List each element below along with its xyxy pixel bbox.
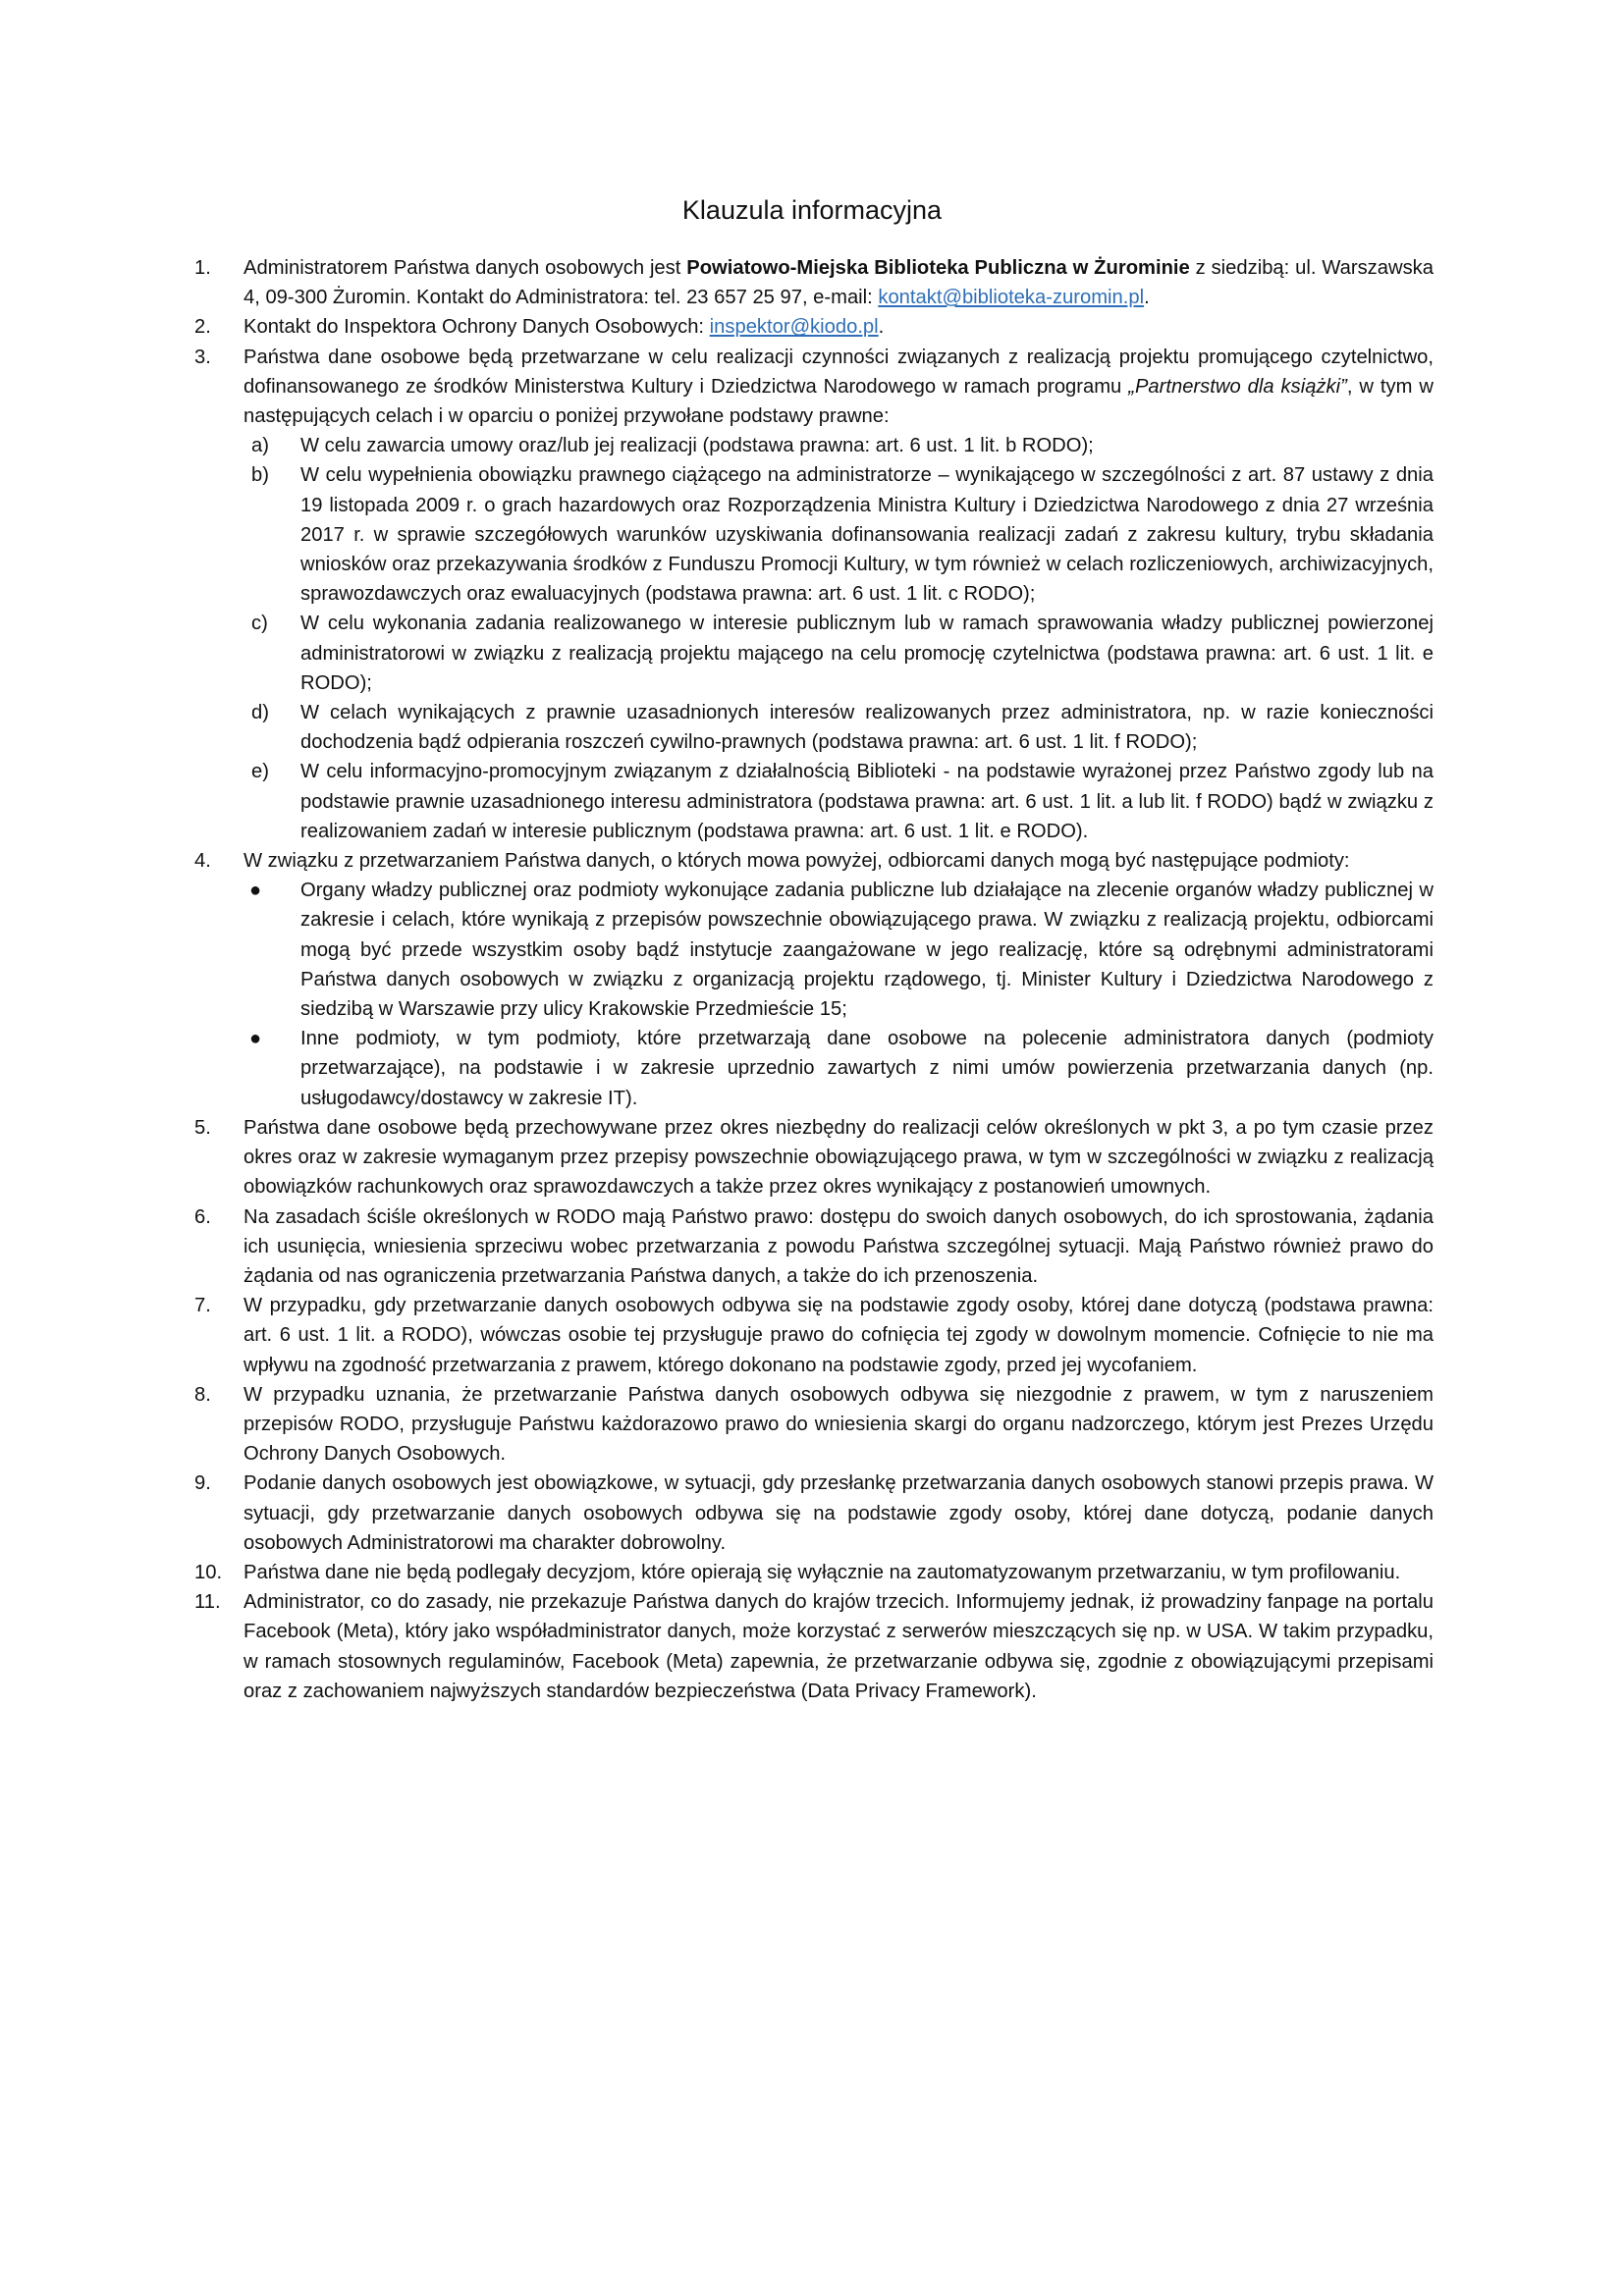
clause-item-9: 9. Podanie danych osobowych jest obowiązkowe, w sytuacji, gdy przesłankę przetwarzania danych osobowych stanowi przepis prawa. W sytuacji, gdy przetwarzanie danych osobowych odbywa się na podstawie zgody osoby, której dane dotyczą, podanie danych osobowych Administratorowi ma charakter dobrowolny.: [194, 1468, 1434, 1558]
document-title: Klauzula informacyjna: [681, 195, 943, 225]
clause-number: 9.: [194, 1472, 211, 1495]
clause-item-5: 5. Państwa dane osobowe będą przechowywane przez okres niezbędny do realizacji celów określonych w pkt 3, a po tym czasie przez okres oraz w zakresie wymaganym przez przepisy powszechnie obowiązującego prawa, w tym w szczególności w związku z realizacją obowiązków rachunkowych oraz sprawozdawczych a także przez okres wynikający z postanowień umownych.: [194, 1113, 1434, 1202]
clause-number: 11.: [194, 1591, 221, 1614]
bullet-item: ● Inne podmioty, w tym podmioty, które przetwarzają dane osobowe na polecenie administratora danych (podmioty przetwarzające), na podstawie i w zakresie uprzednio zawartych z nimi umów powierzenia przetwarzania danych (np. usługodawcy/dostawcy w zakresie IT).: [244, 1024, 1434, 1113]
clause-number: 4.: [194, 850, 211, 873]
clause-number: 1.: [194, 257, 211, 279]
subitem-d: d) W celach wynikających z prawnie uzasadnionych interesów realizowanych przez administratora, np. w razie konieczności dochodzenia bądź odpierania roszczeń cywilno-prawnych (podstawa prawna: art. 6 ust. 1 lit. f RODO);: [244, 698, 1434, 757]
subitem-e: e) W celu informacyjno-promocyjnym związanym z działalnością Biblioteki - na podstawie wyrażonej przez Państwo zgody lub na podstawie prawnie uzasadnionego interesu administratora (podstawa prawna: art. 6 ust. 1 lit. a lub lit. f RODO) bądź w związku z realizowaniem zadań w interesie publicznym (podstawa prawna: art. 6 ust. 1 lit. e RODO).: [244, 757, 1434, 846]
clause-number: 8.: [194, 1383, 211, 1406]
clause-item-6: 6. Na zasadach ściśle określonych w RODO mają Państwo prawo: dostępu do swoich danych osobowych, do ich sprostowania, żądania ich usunięcia, wniesienia sprzeciwu wobec przetwarzania z powodu Państwa szczególnej sytuacji. Mają Państwo również prawo do żądania od nas ograniczenia przetwarzania Państwa danych, a także do ich przenoszenia.: [194, 1202, 1434, 1292]
clause-number: 2.: [194, 316, 211, 339]
clause-text: W związku z przetwarzaniem Państwa danych, o których mowa powyżej, odbiorcami danych mogą być następujące podmioty:: [244, 850, 1350, 873]
subitem-a: a) W celu zawarcia umowy oraz/lub jej realizacji (podstawa prawna: art. 6 ust. 1 lit. b RODO);: [244, 431, 1434, 460]
subitem-c: c) W celu wykonania zadania realizowanego w interesie publicznym lub w ramach sprawowania władzy publicznej powierzonej administratorowi w związku z realizacją projektu mającego na celu promocję czytelnictwa (podstawa prawna: art. 6 ust. 1 lit. e RODO);: [244, 609, 1434, 698]
clause-item-3: [194, 343, 1434, 846]
subitem-label: e): [251, 761, 269, 783]
clause-item-11: 11. Administrator, co do zasady, nie przekazuje Państwa danych do krajów trzecich. Informujemy jednak, iż prowadziny fanpage na portalu Facebook (Meta), który jako współadministrator danych, może korzystać z serwerów mieszczących się np. w USA. W takim przypadku, w ramach stosownych regulaminów, Facebook (Meta) zapewnia, że przetwarzanie odbywa się, zgodnie z obowiązującymi przepisami oraz z zachowaniem najwyższych standardów bezpieczeństwa (Data Privacy Framework).: [194, 1587, 1434, 1706]
clause-number: 6.: [194, 1205, 211, 1228]
subitem-label: c): [251, 613, 268, 635]
administrator-email-link[interactable]: kontakt@biblioteka-zuromin.pl: [878, 287, 1145, 309]
clause-item-4: [194, 846, 1434, 1113]
subitem-label: a): [251, 435, 269, 457]
clause-item-2: 2. Kontakt do Inspektora Ochrony Danych Osobowych: inspektor@kiodo.pl.: [194, 312, 1434, 342]
subitem-b: b) W celu wypełnienia obowiązku prawnego ciążącego na administratorze – wynikającego w szczególności z art. 87 ustawy z dnia 19 listopada 2009 r. o grach hazardowych oraz Rozporządzenia Ministra Kultury i Dziedzictwa Narodowego z dnia 27 września 2017 r. w sprawie szczegółowych warunków uzyskiwania dofinansowania realizacji zadań z zakresu kultury, trybu składania wniosków oraz przekazywania środków z Funduszu Promocji Kultury, w tym również w celach rozliczeniowych, archiwizacyjnych, sprawozdawczych oraz ewaluacyjnych (podstawa prawna: art. 6 ust. 1 lit. c RODO);: [244, 460, 1434, 609]
clause-number: 3.: [194, 346, 211, 368]
bullet-item: ● Organy władzy publicznej oraz podmioty wykonujące zadania publiczne lub działające na zlecenie organów władzy publicznej w zakresie i celach, które wynikają z przepisów powszechnie obowiązującego prawa. W związku z realizacją projektu, odbiorcami mogą być przede wszystkim osoby bądź instytucje zaangażowane w jego realizację, które są odrębnymi administratorami Państwa danych osobowych w związku z organizacją projektu rządowego, tj. Minister Kultury i Dziedzictwa Narodowego z siedzibą w Warszawie przy ulicy Krakowskie Przedmieście 15;: [244, 876, 1434, 1024]
clause-number: 10.: [194, 1561, 223, 1583]
clause-item-7: 7. W przypadku, gdy przetwarzanie danych osobowych odbywa się na podstawie zgody osoby, której dane dotyczą (podstawa prawna: art. 6 ust. 1 lit. a RODO), wówczas osobie tej przysługuje prawo do cofnięcia tej zgody w dowolnym momencie. Cofnięcie to nie ma wpływu na zgodność przetwarzania z prawem, którego dokonano na podstawie zgody, przed jej wycofaniem.: [194, 1291, 1434, 1380]
subitem-label: b): [251, 464, 269, 487]
bullet-dot-icon: ●: [249, 1028, 262, 1050]
clause-number: 7.: [194, 1295, 211, 1317]
clause-item-1: 1. Administratorem Państwa danych osobowych jest Powiatowo-Miejska Biblioteka Publiczna w Żurominie z siedzibą: ul. Warszawska 4, 09-300 Żuromin. Kontakt do Administratora: tel. 23 657 25 97, e-mail: kontakt@biblioteka-zuromin.pl.: [194, 253, 1434, 312]
clause-list: [194, 253, 1434, 1706]
program-name: „Partnerstwo dla książki”: [1128, 375, 1347, 398]
clause-text: Państwa dane osobowe będą przetwarzane w celu realizacji czynności związanych z realizacją projektu promującego czytelnictwo, dofinansowanego ze środków Ministerstwa Kultury i Dziedzictwa Narodowego w ramach programu „Partnerstwo dla książki”, w tym w następujących celach i w oparciu o poniżej przywołane podstawy prawne:: [244, 346, 1434, 428]
subitem-label: d): [251, 702, 269, 724]
inspector-email-link[interactable]: inspektor@kiodo.pl: [709, 316, 879, 339]
clause-item-10: 10. Państwa dane nie będą podlegały decyzjom, które opierają się wyłącznie na zautomatyzowanym przetwarzaniu, w tym profilowaniu.: [194, 1558, 1434, 1587]
clause-item-8: 8. W przypadku uznania, że przetwarzanie Państwa danych osobowych odbywa się niezgodnie z prawem, w tym z naruszeniem przepisów RODO, przysługuje Państwu każdorazowo prawo do wniesienia skargi do organu nadzorczego, którym jest Prezes Urzędu Ochrony Danych Osobowych.: [194, 1380, 1434, 1469]
clause-number: 5.: [194, 1116, 211, 1139]
bullet-dot-icon: ●: [249, 880, 262, 902]
administrator-name: Powiatowo-Miejska Biblioteka Publiczna w Żurominie: [686, 257, 1190, 279]
